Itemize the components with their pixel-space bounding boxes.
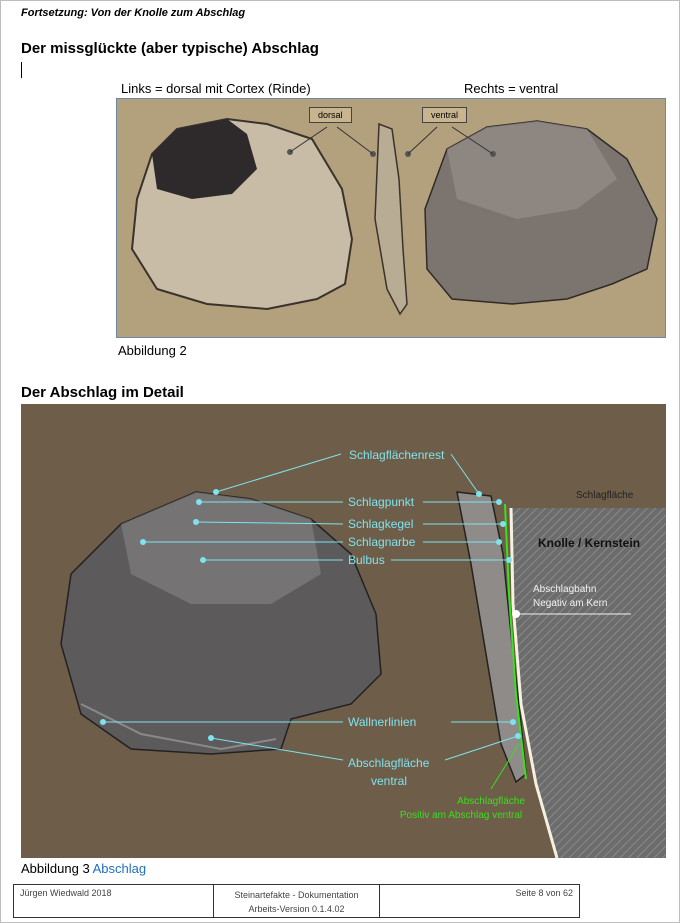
label-negativ-am-kern: Negativ am Kern (533, 598, 608, 609)
figure-2-caption: Abbildung 2 (118, 343, 187, 358)
tag-dorsal: dorsal (309, 107, 352, 123)
footer-doc (214, 885, 380, 917)
figure-2-drawing (117, 99, 665, 337)
figure-2-image (116, 98, 666, 338)
page-footer (13, 884, 580, 918)
footer-author: Jürgen Wiedwald 2018 (14, 885, 214, 917)
label-abschlagflaeche-ventral: ventral (371, 774, 408, 788)
figure-3-caption-prefix: Abbildung 3 (21, 861, 90, 876)
label-schlagflaeche: Schlagfläche (576, 490, 634, 501)
footer-version: Arbeits-Version 0.1.4.02 (248, 904, 345, 914)
tag-ventral: ventral (422, 107, 467, 123)
label-left: Links = dorsal mit Cortex (Rinde) (121, 81, 311, 96)
label-schlagkegel: Schlagkegel (348, 517, 414, 531)
label-abschlagbahn: Abschlagbahn (533, 584, 597, 595)
label-positiv-2: Positiv am Abschlag ventral (399, 810, 523, 821)
label-schlagflaechenrest: Schlagflächenrest (349, 448, 445, 462)
label-knolle: Knolle / Kernstein (538, 536, 641, 550)
figure-3-drawing (21, 404, 666, 858)
label-positiv-1: Abschlagfläche (457, 796, 525, 807)
label-right: Rechts = ventral (464, 81, 559, 96)
label-schlagpunkt: Schlagpunkt (348, 495, 415, 509)
footer-doc-title: Steinartefakte - Dokumentation (234, 890, 359, 900)
footer-page: Seite 8 von 62 (515, 888, 573, 898)
label-wallnerlinien: Wallnerlinien (348, 715, 417, 729)
figure-3-caption-link[interactable]: Abschlag (92, 861, 147, 876)
section-heading-1: Der missglückte (aber typische) Abschlag (21, 40, 319, 57)
header-note: Fortsetzung: Von der Knolle zum Abschlag (21, 7, 246, 19)
label-bulbus: Bulbus (348, 553, 385, 567)
label-schlagnarbe: Schlagnarbe (348, 535, 416, 549)
figure-3-image (21, 404, 666, 858)
section-heading-2: Der Abschlag im Detail (21, 384, 184, 401)
label-abschlagflaeche: Abschlagfläche (348, 756, 430, 770)
text-cursor (21, 62, 22, 78)
figure-3-caption (21, 861, 146, 876)
side-flint (375, 124, 407, 314)
